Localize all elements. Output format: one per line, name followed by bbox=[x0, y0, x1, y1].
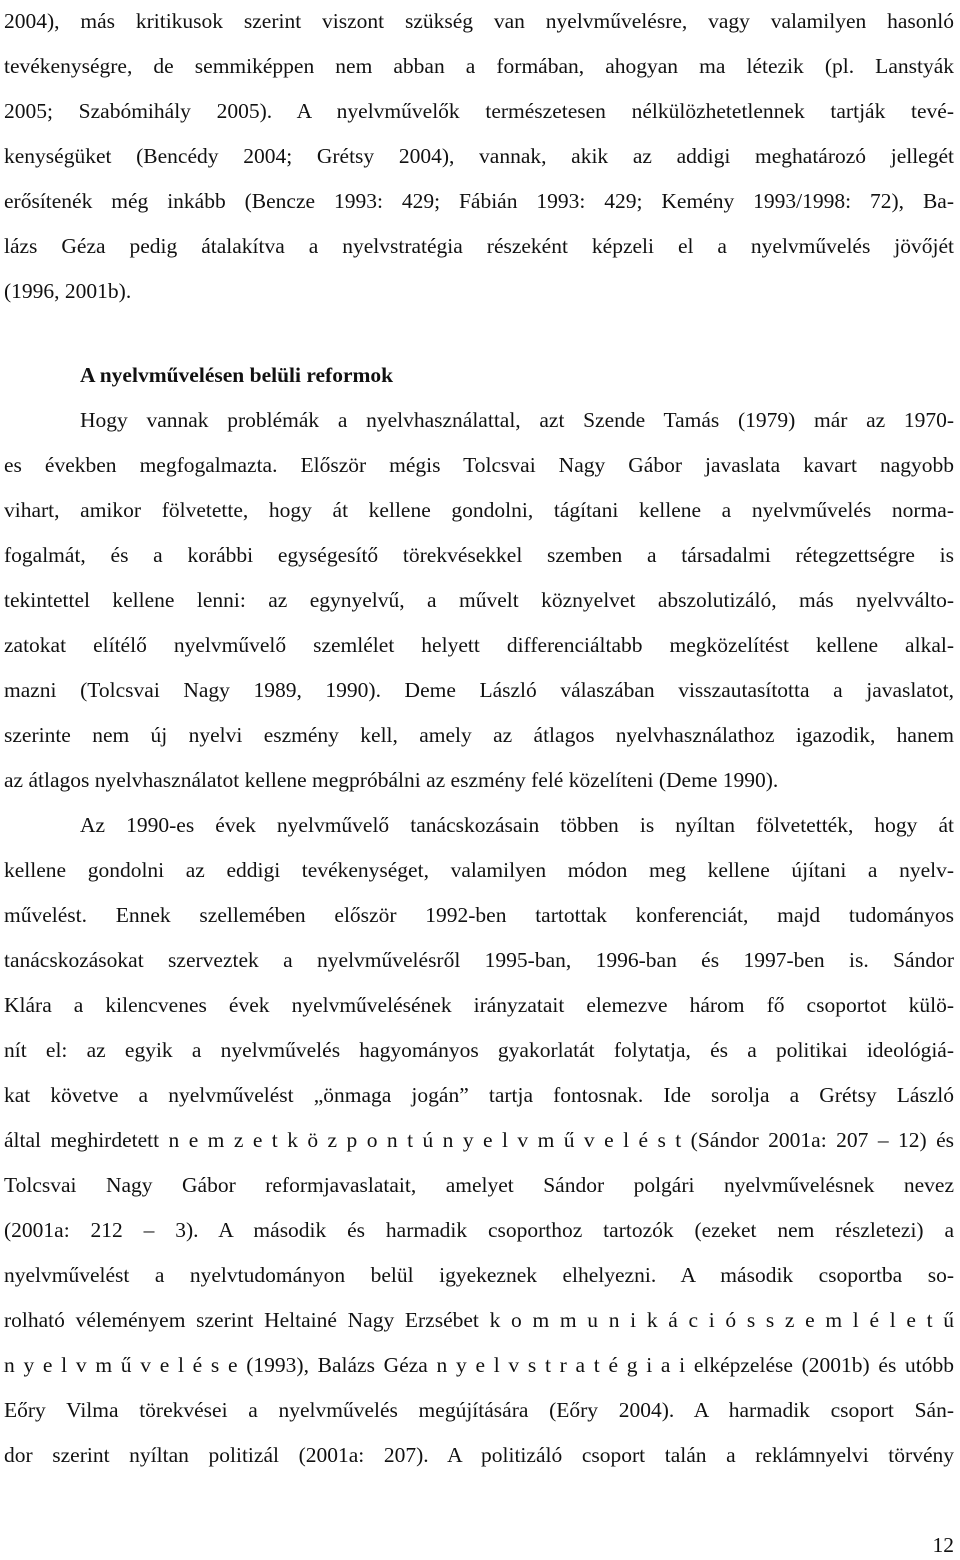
text-line: Az 1990-es évek nyelvművelő tanácskozásain többen is nyíltan fölvetették, hogy át bbox=[80, 813, 954, 837]
page-number: 12 bbox=[932, 1533, 954, 1557]
text-line: es években megfogalmazta. Először mégis Tolcsvai Nagy Gábor javaslata kavart nagyobb bbox=[4, 453, 954, 477]
text-line: által meghirdetett n e m z e t k ö z p o n t ú n y e l v m ű v e l é s t (Sándor 2001a: 207 – 12) és bbox=[4, 1128, 954, 1152]
text-line: tekintettel kellene lenni: az egynyelvű, a művelt köznyelvet abszolutizáló, más nyelvválto- bbox=[4, 588, 954, 612]
text-line: Hogy vannak problémák a nyelvhasználattal, azt Szende Tamás (1979) már az 1970- bbox=[80, 408, 954, 432]
text-line: szerinte nem új nyelvi eszmény kell, amely az átlagos nyelvhasználathoz igazodik, hanem bbox=[4, 723, 954, 747]
text-line: rolható véleményem szerint Heltainé Nagy Erzsébet k o m m u n i k á c i ó s s z e m l é l e t ű bbox=[4, 1308, 954, 1332]
text-line: kat követve a nyelvművelést „önmaga jogán” tartja fontosnak. Ide sorolja a Grétsy László bbox=[4, 1083, 954, 1107]
text-line: (2001a: 212 – 3). A második és harmadik csoporthoz tartozók (ezeket nem részletezi) a bbox=[4, 1218, 954, 1242]
text-line: tanácskozásokat szerveztek a nyelvművelésről 1995-ban, 1996-ban és 1997-ben is. Sándor bbox=[4, 948, 954, 972]
text-line: dor szerint nyíltan politizál (2001a: 207). A politizáló csoport talán a reklámnyelvi törvény bbox=[4, 1443, 954, 1467]
text-line: nyelvművelést a nyelvtudományon belül igyekeznek elhelyezni. A második csoportba so- bbox=[4, 1263, 954, 1287]
text-line: Eőry Vilma törekvései a nyelvművelés megújítására (Eőry 2004). A harmadik csoport Sán- bbox=[4, 1398, 954, 1422]
text-line: tevékenységre, de semmiképpen nem abban a formában, ahogyan ma létezik (pl. Lanstyák bbox=[4, 54, 954, 78]
text-line: erősítenék még inkább (Bencze 1993: 429; Fábián 1993: 429; Kemény 1993/1998: 72), Ba- bbox=[4, 189, 954, 213]
text-line: 2005; Szabómihály 2005). A nyelvművelők természetesen nélkülözhetetlennek tartják tevé- bbox=[4, 99, 954, 123]
text-line: (1996, 2001b). bbox=[4, 279, 132, 303]
text-line: az átlagos nyelvhasználatot kellene megpróbálni az eszmény felé közelíteni (Deme 1990). bbox=[4, 768, 779, 792]
section-heading: A nyelvművelésen belüli reformok bbox=[80, 363, 394, 387]
text-line: lázs Géza pedig átalakítva a nyelvstratégia részeként képzeli el a nyelvművelés jövőjét bbox=[4, 234, 954, 258]
text-line: Klára a kilencvenes évek nyelvművelésének irányzatait elemezve három fő csoportot külö- bbox=[4, 993, 954, 1017]
text-line: kenységüket (Bencédy 2004; Grétsy 2004), vannak, akik az addigi meghatározó jellegét bbox=[4, 144, 954, 168]
text-line: n y e l v m ű v e l é s e (1993), Balázs Géza n y e l v s t r a t é g i a i elképzelése (2001b) és utóbb bbox=[4, 1353, 954, 1377]
text-line: zatokat elítélő nyelvművelő szemlélet helyett differenciáltabb megközelítést kellene alkal- bbox=[4, 633, 954, 657]
text-line: fogalmát, és a korábbi egységesítő törekvésekkel szemben a társadalmi rétegzettségre is bbox=[4, 543, 954, 567]
text-line: kellene gondolni az eddigi tevékenységet, valamilyen módon meg kellene újítani a nyelv- bbox=[4, 858, 954, 882]
text-line: vihart, amikor fölvetette, hogy át kellene gondolni, tágítani kellene a nyelvművelés norma- bbox=[4, 498, 954, 522]
text-line: Tolcsvai Nagy Gábor reformjavaslatait, amelyet Sándor polgári nyelvművelésnek nevez bbox=[4, 1173, 954, 1197]
text-line: mazni (Tolcsvai Nagy 1989, 1990). Deme László válaszában visszautasította a javaslatot, bbox=[4, 678, 954, 702]
text-line: művelést. Ennek szellemében először 1992-ben tartottak konferenciát, majd tudományos bbox=[4, 903, 954, 927]
text-line: 2004), más kritikusok szerint viszont szükség van nyelvművelésre, vagy valamilyen hasonló bbox=[4, 9, 954, 33]
text-line: nít el: az egyik a nyelvművelés hagyományos gyakorlatát folytatja, és a politikai ideológiá- bbox=[4, 1038, 954, 1062]
